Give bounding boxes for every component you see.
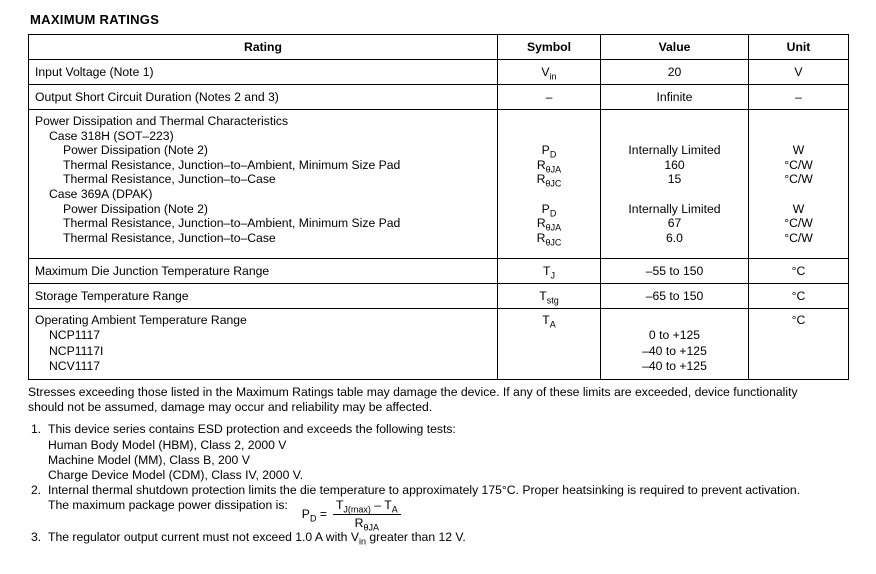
row-die-junction-temperature bbox=[29, 259, 849, 284]
note-line: Machine Model (MM), Class B, 200 V bbox=[48, 452, 250, 467]
footer-notes bbox=[28, 385, 876, 546]
variant-name: NCV1117 bbox=[49, 358, 101, 373]
note-3 bbox=[31, 530, 876, 545]
value-line bbox=[601, 313, 748, 328]
value-cell: 20 bbox=[601, 60, 749, 85]
rating-line: Operating Ambient Temperature Range bbox=[35, 313, 247, 327]
unit-cell: – bbox=[749, 85, 849, 110]
value-line: Internally Limited bbox=[628, 143, 721, 158]
variant-value: –40 to +125 bbox=[642, 343, 707, 358]
value-line: 6.0 bbox=[666, 230, 683, 245]
header-value: Value bbox=[601, 35, 749, 60]
symbol-line: $R_{\theta JC}$ bbox=[536, 172, 562, 189]
unit-line: °C/W bbox=[784, 230, 813, 245]
unit-cell: °C bbox=[749, 284, 849, 309]
unit-cell: V bbox=[749, 60, 849, 85]
power-dissipation-formula bbox=[301, 498, 401, 533]
row-power-dissipation bbox=[29, 110, 849, 259]
row-input-voltage bbox=[29, 60, 849, 85]
note-line: Human Body Model (HBM), Class 2, 2000 V bbox=[48, 437, 287, 452]
value-line bbox=[601, 114, 748, 129]
symbol-line: $R_{\theta JC}$ bbox=[536, 230, 562, 248]
symbol-line: $T_A$ bbox=[542, 313, 556, 330]
unit-line: W bbox=[792, 143, 805, 158]
symbol-cell bbox=[498, 60, 601, 85]
rating-line: Power Dissipation (Note 2) bbox=[63, 201, 208, 216]
formula-numerator: $T_{J(max)} - T_A$ bbox=[333, 498, 401, 515]
symbol-cell: $T_{stg}$ bbox=[498, 284, 601, 309]
value-cell bbox=[601, 309, 749, 380]
note-number: 3. bbox=[31, 530, 42, 545]
note-line: This device series contains ESD protection and exceeds the following tests: bbox=[48, 422, 456, 437]
symbol-line: $R_{\theta JA}$ bbox=[536, 157, 562, 175]
value-line bbox=[601, 129, 748, 144]
unit-line: W bbox=[792, 201, 805, 216]
page-title: MAXIMUM RATINGS bbox=[30, 12, 160, 27]
rating-cell: Input Voltage (Note 1) bbox=[29, 60, 498, 85]
symbol-text: V bbox=[541, 65, 550, 79]
value-cell: Infinite bbox=[601, 85, 749, 110]
unit-cell bbox=[749, 110, 849, 259]
stresses-line: should not be assumed, damage may occur and reliability may be affected. bbox=[28, 400, 433, 415]
rating-line: Thermal Resistance, Junction–to–Case bbox=[63, 230, 276, 245]
note-line: Charge Device Model (CDM), Class IV, 2000 V. bbox=[48, 468, 304, 483]
note-number: 1. bbox=[31, 422, 42, 437]
symbol-cell bbox=[498, 110, 601, 259]
variant-name: NCP1117I bbox=[49, 343, 104, 358]
variant-value: 0 to +125 bbox=[648, 328, 701, 343]
unit-cell: °C bbox=[749, 259, 849, 284]
rating-cell: Output Short Circuit Duration (Notes 2 and 3) bbox=[29, 85, 498, 110]
note-1 bbox=[31, 422, 876, 483]
rating-cell: Maximum Die Junction Temperature Range bbox=[29, 259, 498, 284]
row-storage-temperature bbox=[29, 284, 849, 309]
symbol-line: $P_D$ bbox=[541, 143, 557, 160]
symbol-line bbox=[498, 114, 600, 129]
value-line: 67 bbox=[667, 216, 682, 231]
rating-line: Thermal Resistance, Junction–to–Ambient, Minimum Size Pad bbox=[63, 216, 401, 231]
rating-line: Case 369A (DPAK) bbox=[49, 186, 153, 201]
note-body bbox=[48, 483, 801, 533]
value-line bbox=[601, 187, 748, 202]
formula-lhs: $P_D$ = bbox=[301, 507, 327, 524]
maximum-ratings-table bbox=[28, 34, 849, 380]
stresses-line: Stresses exceeding those listed in the Maximum Ratings table may damage the device. If any of these limits are exceeded, device functionality bbox=[28, 385, 798, 399]
unit-line bbox=[749, 114, 848, 129]
unit-line: °C/W bbox=[784, 172, 813, 187]
symbol-line: $R_{\theta JA}$ bbox=[536, 216, 562, 233]
note-2 bbox=[31, 483, 876, 533]
value-line: 160 bbox=[664, 157, 685, 172]
header-rating: Rating bbox=[29, 35, 498, 60]
rating-line: Thermal Resistance, Junction–to–Case bbox=[63, 172, 276, 187]
note-body bbox=[48, 530, 466, 545]
note-body bbox=[48, 422, 456, 483]
note-line: The maximum package power dissipation is: bbox=[48, 498, 288, 513]
unit-line bbox=[749, 129, 848, 144]
rating-cell bbox=[29, 309, 498, 380]
symbol-cell: – bbox=[498, 85, 601, 110]
symbol-cell bbox=[498, 309, 601, 380]
unit-line: °C/W bbox=[784, 157, 813, 172]
rating-cell bbox=[29, 110, 498, 259]
unit-line: °C/W bbox=[784, 216, 813, 231]
unit-line bbox=[749, 187, 848, 202]
note-line: The regulator output current must not exceed 1.0 A with $V_{in}$ greater than 12 V. bbox=[48, 530, 466, 547]
header-unit: Unit bbox=[749, 35, 849, 60]
unit-line: °C bbox=[791, 313, 806, 327]
rating-line: Power Dissipation and Thermal Characteristics bbox=[35, 114, 289, 128]
rating-line: Thermal Resistance, Junction–to–Ambient, Minimum Size Pad bbox=[63, 157, 401, 172]
variant-name: NCP1117 bbox=[49, 328, 101, 343]
stresses-paragraph bbox=[28, 385, 876, 415]
value-cell: –65 to 150 bbox=[601, 284, 749, 309]
note-number: 2. bbox=[31, 483, 42, 498]
rating-cell: Storage Temperature Range bbox=[29, 284, 498, 309]
formula-denominator: $R_{\theta JA}$ bbox=[354, 516, 379, 533]
symbol-line bbox=[498, 187, 600, 202]
symbol-line: $P_D$ bbox=[541, 201, 557, 218]
value-cell: –55 to 150 bbox=[601, 259, 749, 284]
formula-row bbox=[48, 498, 800, 533]
row-operating-ambient-temperature bbox=[29, 309, 849, 380]
rating-line: Case 318H (SOT–223) bbox=[49, 128, 174, 143]
variant-value: –40 to +125 bbox=[642, 358, 707, 373]
header-symbol: Symbol bbox=[498, 35, 601, 60]
symbol-subscript: in bbox=[549, 71, 557, 82]
unit-cell bbox=[749, 309, 849, 380]
formula-fraction bbox=[333, 498, 401, 533]
row-output-short-circuit bbox=[29, 85, 849, 110]
value-line: Internally Limited bbox=[628, 201, 721, 216]
symbol-line bbox=[498, 129, 600, 144]
rating-line: Power Dissipation (Note 2) bbox=[63, 143, 208, 158]
header-row bbox=[29, 35, 849, 60]
symbol-cell: $T_J$ bbox=[498, 259, 601, 284]
note-line: Internal thermal shutdown protection limits the die temperature to approximately 175°C. Proper heatsinking is required to prevent activation. bbox=[48, 483, 801, 498]
value-line: 15 bbox=[667, 172, 682, 187]
value-cell bbox=[601, 110, 749, 259]
